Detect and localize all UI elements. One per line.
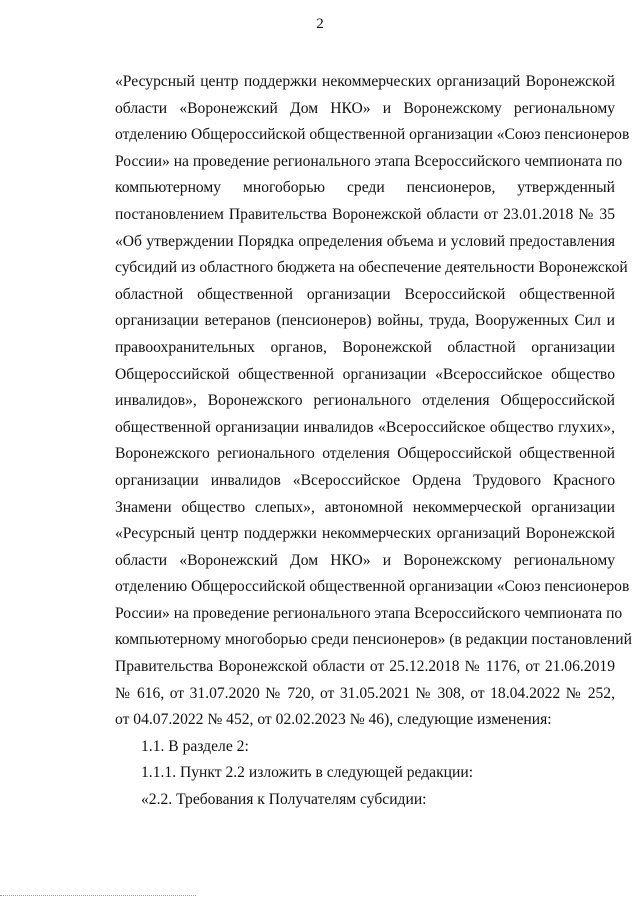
text-line: субсидий из областного бюджета на обеспечение деятельности Воронежской [115, 259, 628, 277]
text-line: постановлением Правительства Воронежской области от 23.01.2018 № 35 [115, 205, 615, 223]
text-line: Общероссийской общественной организации «Всероссийское общество [115, 365, 615, 383]
text-line: России» на проведение регионального этапа Всероссийского чемпионата по [115, 604, 623, 622]
text-line: области «Воронежский Дом НКО» и Воронежскому региональному [115, 551, 615, 569]
text-line: организации инвалидов «Всероссийское Ордена Трудового Красного [115, 471, 615, 489]
text-line: Воронежского регионального отделения Общероссийской общественной [115, 445, 615, 463]
text-line: отделению Общероссийской общественной организации «Союз пенсионеров [115, 578, 630, 596]
text-line: организации ветеранов (пенсионеров) войны, труда, Вооруженных Сил и [115, 312, 615, 330]
text-line: правоохранительных органов, Воронежской областной организации [115, 338, 615, 356]
section-item: 1.1. В разделе 2: [141, 737, 249, 755]
text-line: Знамени общество слепых», автономной некоммерческой организации [115, 498, 615, 516]
text-line: общественной организации инвалидов «Всероссийское общество глухих», [115, 418, 615, 436]
text-line: «Ресурсный центр поддержки некоммерческих организаций Воронежской [115, 525, 615, 543]
text-line: России» на проведение регионального этапа Всероссийского чемпионата по [115, 152, 623, 170]
text-line: отделению Общероссийской общественной организации «Союз пенсионеров [115, 126, 630, 144]
clause-heading: «2.2. Требования к Получателям субсидии: [141, 791, 427, 809]
text-line: № 616, от 31.07.2020 № 720, от 31.05.2021 № 308, от 18.04.2022 № 252, [115, 684, 615, 702]
footer-divider [0, 895, 196, 896]
page-number: 2 [316, 16, 324, 32]
text-line: компьютерному многоборью среди пенсионеров» (в редакции постановлений [115, 631, 632, 649]
text-line: от 04.07.2022 № 452, от 02.02.2023 № 46), следующие изменения: [115, 711, 552, 729]
text-line: «Об утверждении Порядка определения объема и условий предоставления [115, 232, 615, 250]
text-line: инвалидов», Воронежского регионального отделения Общероссийской [115, 392, 615, 410]
subsection-item: 1.1.1. Пункт 2.2 изложить в следующей редакции: [141, 764, 474, 782]
text-line: области «Воронежский Дом НКО» и Воронежскому региональному [115, 99, 615, 117]
text-line: компьютерному многоборью среди пенсионеров, утвержденный [115, 179, 615, 197]
document-body [115, 69, 632, 814]
text-line: Правительства Воронежской области от 25.12.2018 № 1176, от 21.06.2019 [115, 658, 615, 676]
text-line: «Ресурсный центр поддержки некоммерческих организаций Воронежской [115, 73, 615, 90]
text-line: областной общественной организации Всероссийской общественной [115, 285, 615, 303]
